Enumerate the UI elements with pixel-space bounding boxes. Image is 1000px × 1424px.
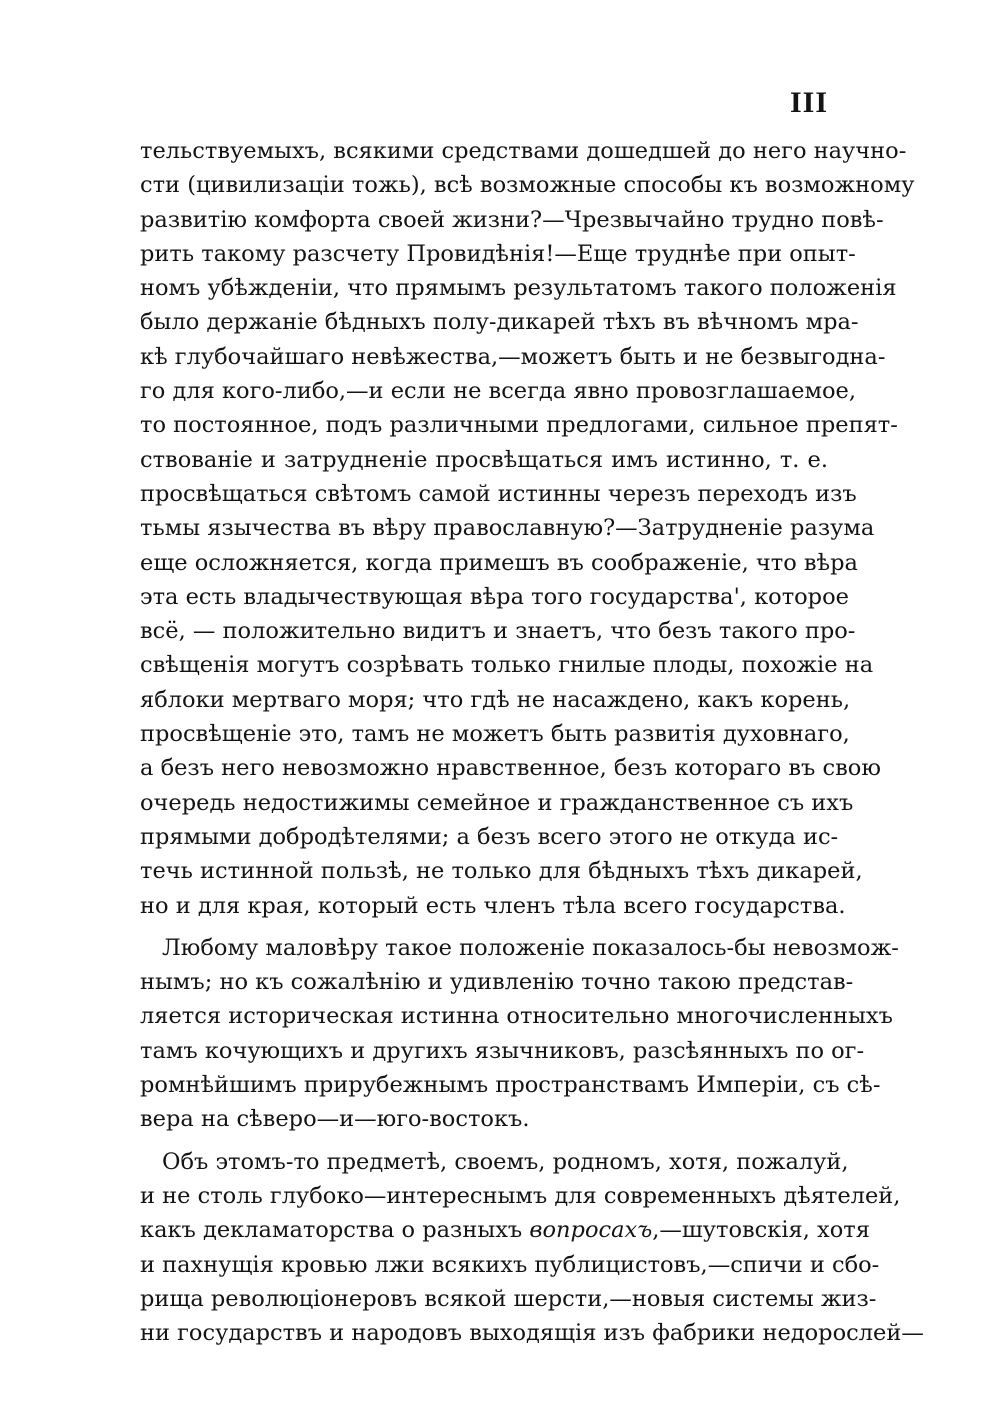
- text-line: кѣ глубочайшаго невѣжества,—можетъ быть и не безвыгодна-: [140, 343, 886, 370]
- text-segment: ,—шутовскія, хотя: [652, 1217, 870, 1244]
- text-line: и пахнущія кровью лжи всякихъ публицистовъ,—спичи и сбо-: [140, 1251, 880, 1278]
- page-number: III: [789, 86, 828, 119]
- text-line: всё, — положительно видитъ и знаетъ, что безъ такого про-: [140, 618, 856, 645]
- text-line: тельствуемыхъ, всякими средствами дошедшей до него научно-: [140, 138, 907, 164]
- text-line-with-italic: [140, 1213, 870, 1247]
- text-line: ствованіе и затрудненіе просвѣщаться имъ истинно, т. е.: [140, 446, 828, 473]
- text-line: Любому маловѣру такое положеніе показалось-бы невозмож-: [162, 934, 899, 961]
- text-line: тьмы язычества въ вѣру православную?—Затрудненіе разума: [140, 515, 875, 542]
- text-line: эта есть владычествующая вѣра того государства', которое: [140, 583, 849, 610]
- text-segment: какъ декламаторства о разныхъ: [140, 1217, 523, 1244]
- text-line: а безъ него невозможно нравственное, безъ котораго въ свою: [140, 755, 881, 782]
- paragraph-2: [140, 931, 899, 1137]
- text-line: еще осложняется, когда примешъ въ соображеніе, что вѣра: [140, 549, 858, 576]
- text-line: рища революціонеровъ всякой шерсти,—новыя системы жиз-: [140, 1285, 877, 1312]
- paragraph-spacer: [140, 923, 828, 931]
- text-line: рить такому разсчету Провидѣнія!—Еще труднѣе при опыт-: [140, 240, 856, 267]
- text-line: просвѣщеніе это, тамъ не можетъ быть развитія духовнаго,: [140, 721, 850, 748]
- text-line: просвѣщаться свѣтомъ самой истинны черезъ переходъ изъ: [140, 480, 857, 507]
- text-line: яблоки мертваго моря; что гдѣ не насаждено, какъ корень,: [140, 686, 851, 713]
- paragraph-1: [140, 134, 915, 923]
- text-line: нымъ; но къ сожалѣнію и удивленію точно такою представ-: [140, 969, 854, 996]
- italic-word: вопросахъ: [529, 1217, 653, 1244]
- body-text: [140, 134, 924, 1350]
- text-line: развитію комфорта своей жизни?—Чрезвычайно трудно повѣ-: [140, 206, 884, 233]
- text-line: ляется историческая истинна относительно многочисленныхъ: [140, 1003, 893, 1030]
- text-line: и не столь глубоко—интереснымъ для современныхъ дѣятелей,: [140, 1182, 901, 1209]
- text-line: свѣщенія могутъ созрѣвать только гнилые плоды, похожіе на: [140, 652, 874, 679]
- paragraph-spacer: [140, 1137, 828, 1145]
- text-line: то постоянное, подъ различными предлогами, сильное препят-: [140, 412, 898, 439]
- text-line: Объ этомъ-то предметѣ, своемъ, родномъ, хотя, пожалуй,: [162, 1148, 849, 1175]
- text-line: вера на сѣверо—и—юго-востокъ.: [140, 1106, 530, 1133]
- text-line: ни государствъ и народовъ выходящія изъ фабрики недорослей—: [140, 1320, 924, 1347]
- text-line: но и для края, который есть членъ тѣла всего государства.: [140, 892, 846, 919]
- paragraph-3: [140, 1145, 924, 1351]
- text-line: тамъ кочующихъ и другихъ язычниковъ, разсѣянныхъ по ог-: [140, 1037, 865, 1064]
- text-line: очередь недостижимы семейное и гражданственное съ ихъ: [140, 789, 854, 816]
- text-line: было держаніе бѣдныхъ полу-дикарей тѣхъ въ вѣчномъ мра-: [140, 309, 859, 336]
- text-line: течь истинной пользѣ, не только для бѣдныхъ тѣхъ дикарей,: [140, 858, 863, 885]
- text-line: сти (цивилизаціи тожь), всѣ возможные способы къ возможному: [140, 172, 915, 199]
- text-line: ромнѣйшимъ прирубежнымъ пространствамъ Имперіи, съ сѣ-: [140, 1072, 881, 1099]
- text-line: го для кого-либо,—и если не всегда явно провозглашаемое,: [140, 378, 856, 405]
- text-line: прямыми добродѣтелями; а безъ всего этого не откуда ис-: [140, 823, 839, 850]
- text-line: номъ убѣжденіи, что прямымъ результатомъ такого положенія: [140, 275, 897, 302]
